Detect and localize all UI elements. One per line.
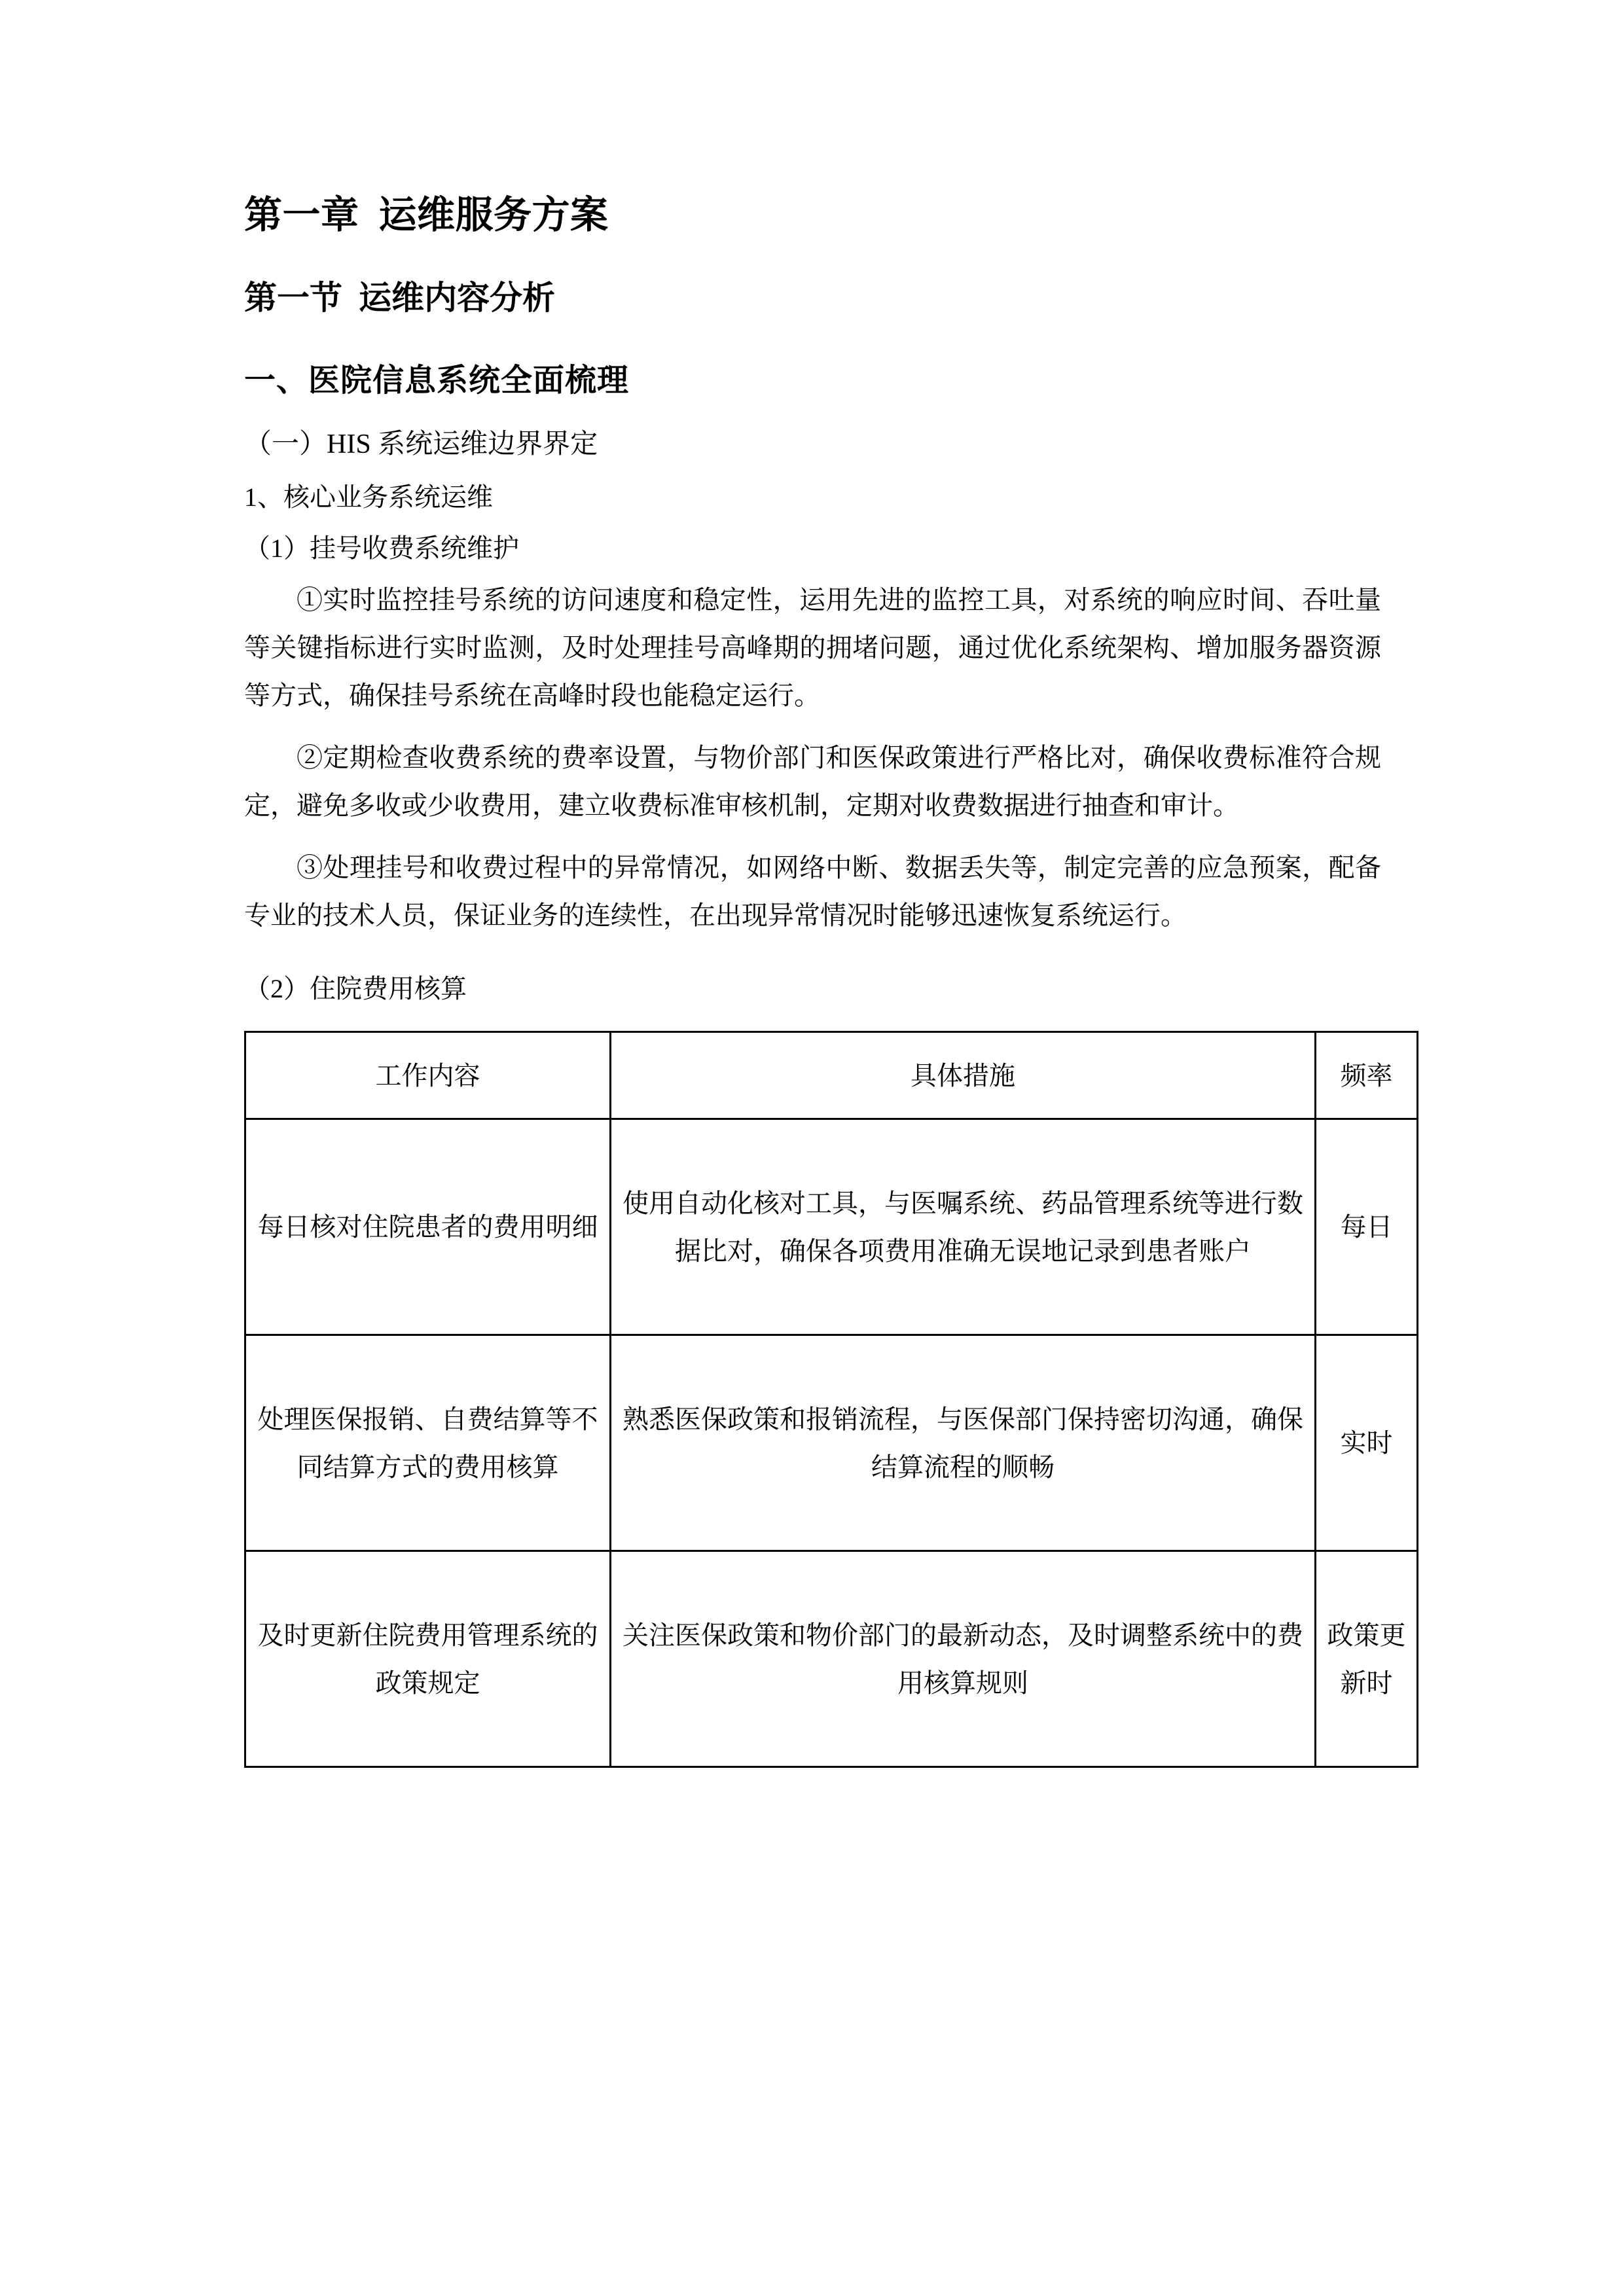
table-caption: （2）住院费用核算	[244, 974, 467, 1003]
table-header-row	[245, 1032, 1418, 1119]
cell-work-content: 每日核对住院患者的费用明细	[245, 1119, 611, 1335]
body-paragraph-3: ③处理挂号和收费过程中的异常情况，如网络中断、数据丢失等，制定完善的应急预案，配备专业的技术人员，保证业务的连续性，在出现异常情况时能够迅速恢复系统运行。	[244, 853, 1381, 930]
page-content	[244, 0, 1406, 1768]
cell-frequency: 每日	[1316, 1119, 1418, 1335]
subsection-heading: 一、医院信息系统全面梳理	[244, 363, 630, 398]
table-row	[245, 1119, 1418, 1335]
cell-frequency: 实时	[1316, 1335, 1418, 1551]
column-header-work-content: 工作内容	[245, 1032, 611, 1119]
cell-work-content: 处理医保报销、自费结算等不同结算方式的费用核算	[245, 1335, 611, 1551]
cell-measures: 熟悉医保政策和报销流程，与医保部门保持密切沟通，确保结算流程的顺畅	[611, 1335, 1316, 1551]
cell-measures: 使用自动化核对工具，与医嘱系统、药品管理系统等进行数据比对，确保各项费用准确无误地记录到患者账户	[611, 1119, 1316, 1335]
column-header-frequency: 频率	[1316, 1032, 1418, 1119]
level6-heading: （1）挂号收费系统维护	[244, 533, 519, 563]
section-heading: 第一节 运维内容分析	[244, 279, 555, 316]
body-paragraph-1: ①实时监控挂号系统的访问速度和稳定性，运用先进的监控工具，对系统的响应时间、吞吐量等关键指标进行实时监测，及时处理挂号高峰期的拥堵问题，通过优化系统架构、增加服务器资源等方式，确保挂号系统在高峰时段也能稳定运行。	[244, 585, 1381, 710]
level5-heading: 1、核心业务系统运维	[244, 482, 493, 512]
table-row	[245, 1551, 1418, 1767]
body-paragraph-2: ②定期检查收费系统的费率设置，与物价部门和医保政策进行严格比对，确保收费标准符合规定，避免多收或少收费用，建立收费标准审核机制，定期对收费数据进行抽查和审计。	[244, 743, 1381, 820]
chapter-heading: 第一章 运维服务方案	[244, 194, 609, 236]
cell-frequency: 政策更新时	[1316, 1551, 1418, 1767]
level4-heading: （一）HIS 系统运维边界界定	[244, 429, 598, 459]
cell-work-content: 及时更新住院费用管理系统的政策规定	[245, 1551, 611, 1767]
inpatient-cost-table	[244, 1031, 1418, 1768]
column-header-measures: 具体措施	[611, 1032, 1316, 1119]
cell-measures: 关注医保政策和物价部门的最新动态，及时调整系统中的费用核算规则	[611, 1551, 1316, 1767]
table-row	[245, 1335, 1418, 1551]
